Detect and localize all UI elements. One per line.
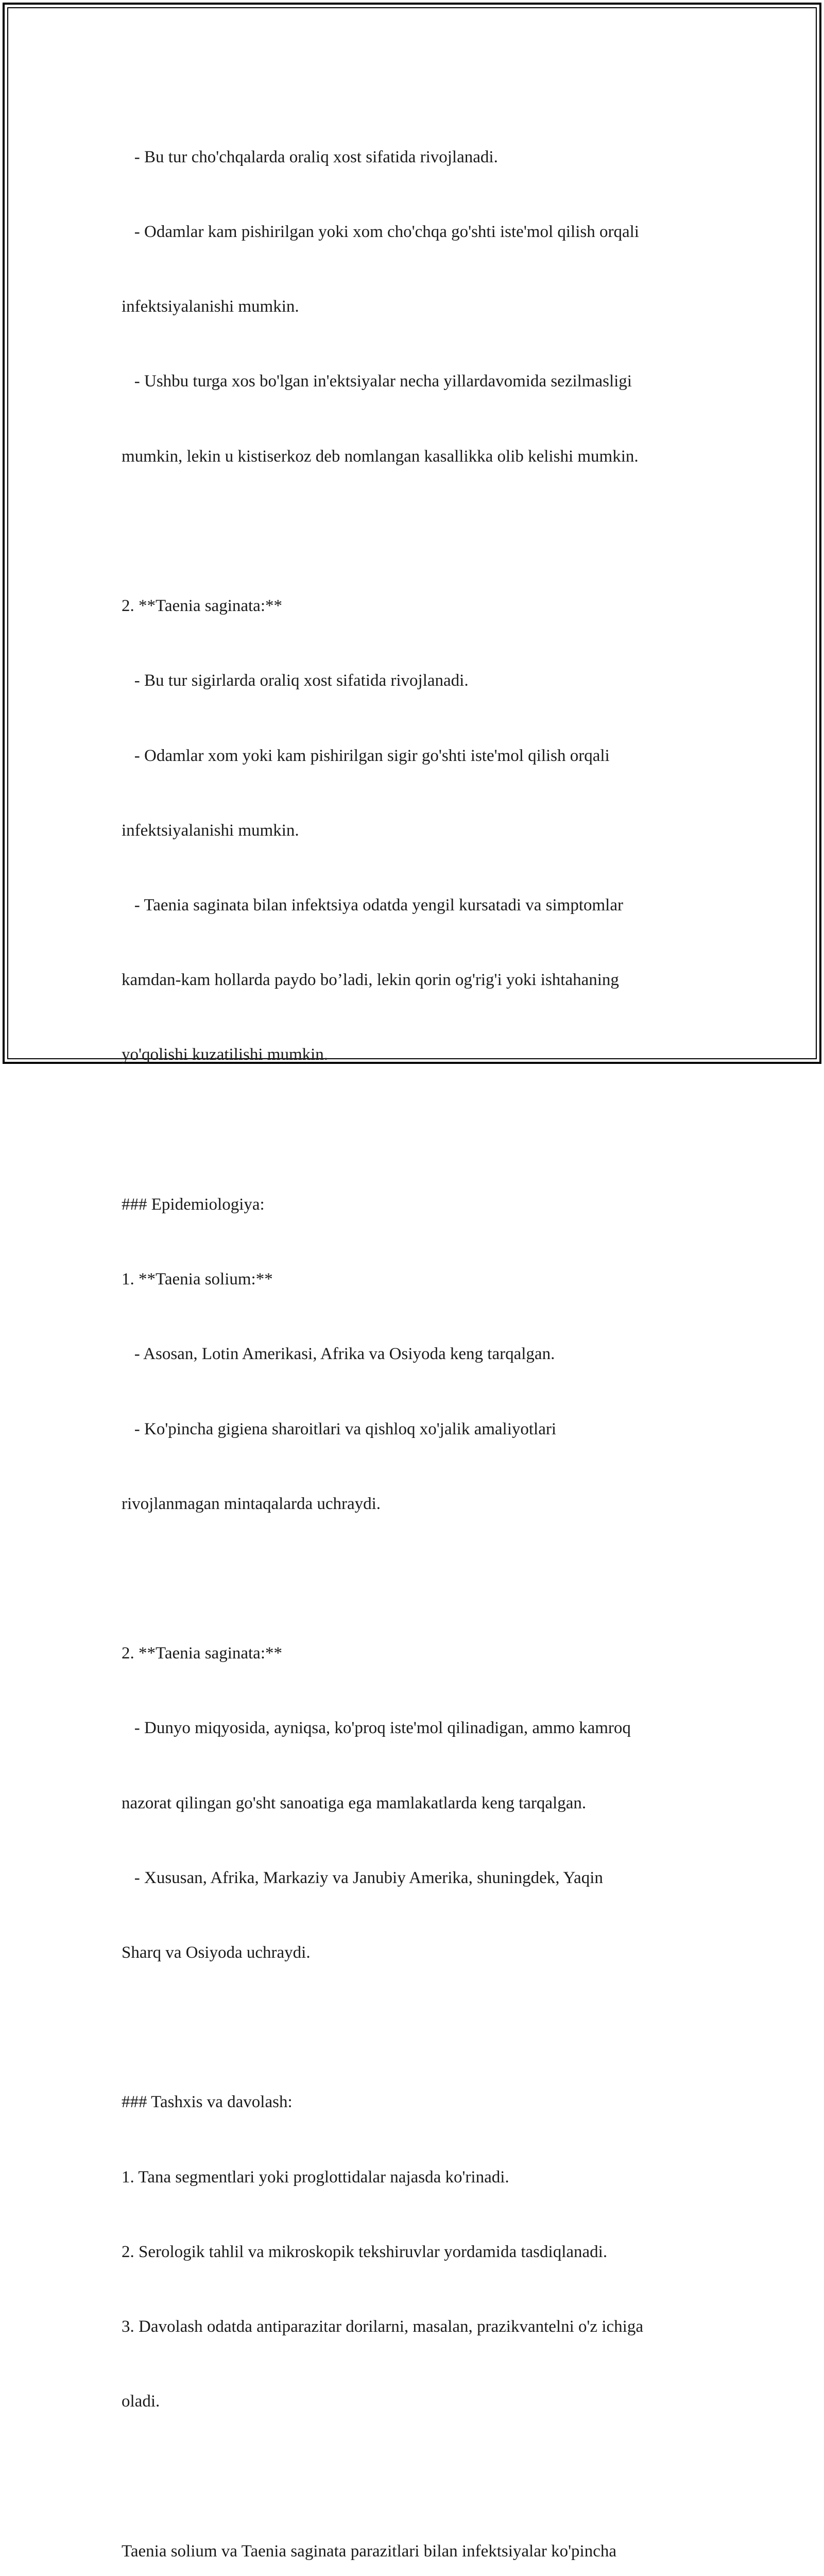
text-line: infektsiyalanishi mumkin. (122, 821, 299, 840)
blank-line (122, 1117, 703, 1142)
section-heading: ### Epidemiologiya: (122, 1195, 265, 1214)
text-line: - Asosan, Lotin Amerikasi, Afrika va Osiyoda keng tarqalgan. (122, 1345, 555, 1364)
blank-line (122, 2015, 703, 2040)
text-line: - Ushbu turga xos bo'lgan in'ektsiyalar necha yillardavomida sezilmasligi (122, 372, 632, 391)
text-line: 3. Davolash odatda antiparazitar dorilarni, masalan, prazikvantelni o'z ichiga (122, 2317, 643, 2336)
text-line: Taenia solium va Taenia saginata parazitlari bilan infektsiyalar ko'pincha (122, 2541, 617, 2561)
text-line: Sharq va Osiyoda uchraydi. (122, 1943, 311, 1962)
text-line: - Dunyo miqyosida, ayniqsa, ko'proq iste'mol qilinadigan, ammo kamroq (122, 1719, 631, 1738)
text-line: kamdan-kam hollarda paydo bo’ladi, lekin qorin og'rig'i yoki ishtahaning (122, 971, 619, 990)
section-heading: ### Tashxis va davolash: (122, 2093, 293, 2112)
section-heading: 2. **Taenia saginata:** (122, 597, 283, 616)
text-line: - Ko'pincha gigiena sharoitlari va qishloq xo'jalik amaliyotlari (122, 1419, 557, 1438)
text-line: yo'qolishi kuzatilishi mumkin. (122, 1045, 329, 1064)
text-line: nazorat qilingan go'sht sanoatiga ega mamlakatlarda keng tarqalgan. (122, 1793, 587, 1812)
text-line: mumkin, lekin u kistiserkoz deb nomlangan kasallikka olib kelishi mumkin. (122, 447, 639, 466)
section-heading: 1. **Taenia solium:** (122, 1270, 273, 1289)
text-line: 2. Serologik tahlil va mikroskopik tekshiruvlar yordamida tasdiqlanadi. (122, 2242, 608, 2261)
text-line: - Bu tur sigirlarda oraliq xost sifatida rivojlanadi. (122, 671, 469, 690)
text-line: - Odamlar xom yoki kam pishirilgan sigir go'shti iste'mol qilish orqali (122, 746, 610, 765)
blank-line (122, 1566, 703, 1591)
text-line: 1. Tana segmentlari yoki proglottidalar najasda ko'rinadi. (122, 2167, 509, 2187)
text-line: infektsiyalanishi mumkin. (122, 297, 299, 316)
text-line: - Bu tur cho'chqalarda oraliq xost sifatida rivojlanadi. (122, 147, 498, 166)
text-line: oladi. (122, 2392, 160, 2411)
text-line: - Taenia saginata bilan infektsiya odatda yengil kursatadi va simptomlar (122, 895, 623, 914)
blank-line (122, 519, 703, 544)
document-body (122, 95, 703, 2576)
blank-line (122, 2464, 703, 2489)
text-line: rivojlanmagan mintaqalarda uchraydi. (122, 1494, 381, 1513)
text-line: - Xususan, Afrika, Markaziy va Janubiy Amerika, shuningdek, Yaqin (122, 1868, 603, 1887)
section-heading: 2. **Taenia saginata:** (122, 1644, 283, 1663)
text-line: - Odamlar kam pishirilgan yoki xom cho'chqa go'shti iste'mol qilish orqali (122, 223, 639, 242)
